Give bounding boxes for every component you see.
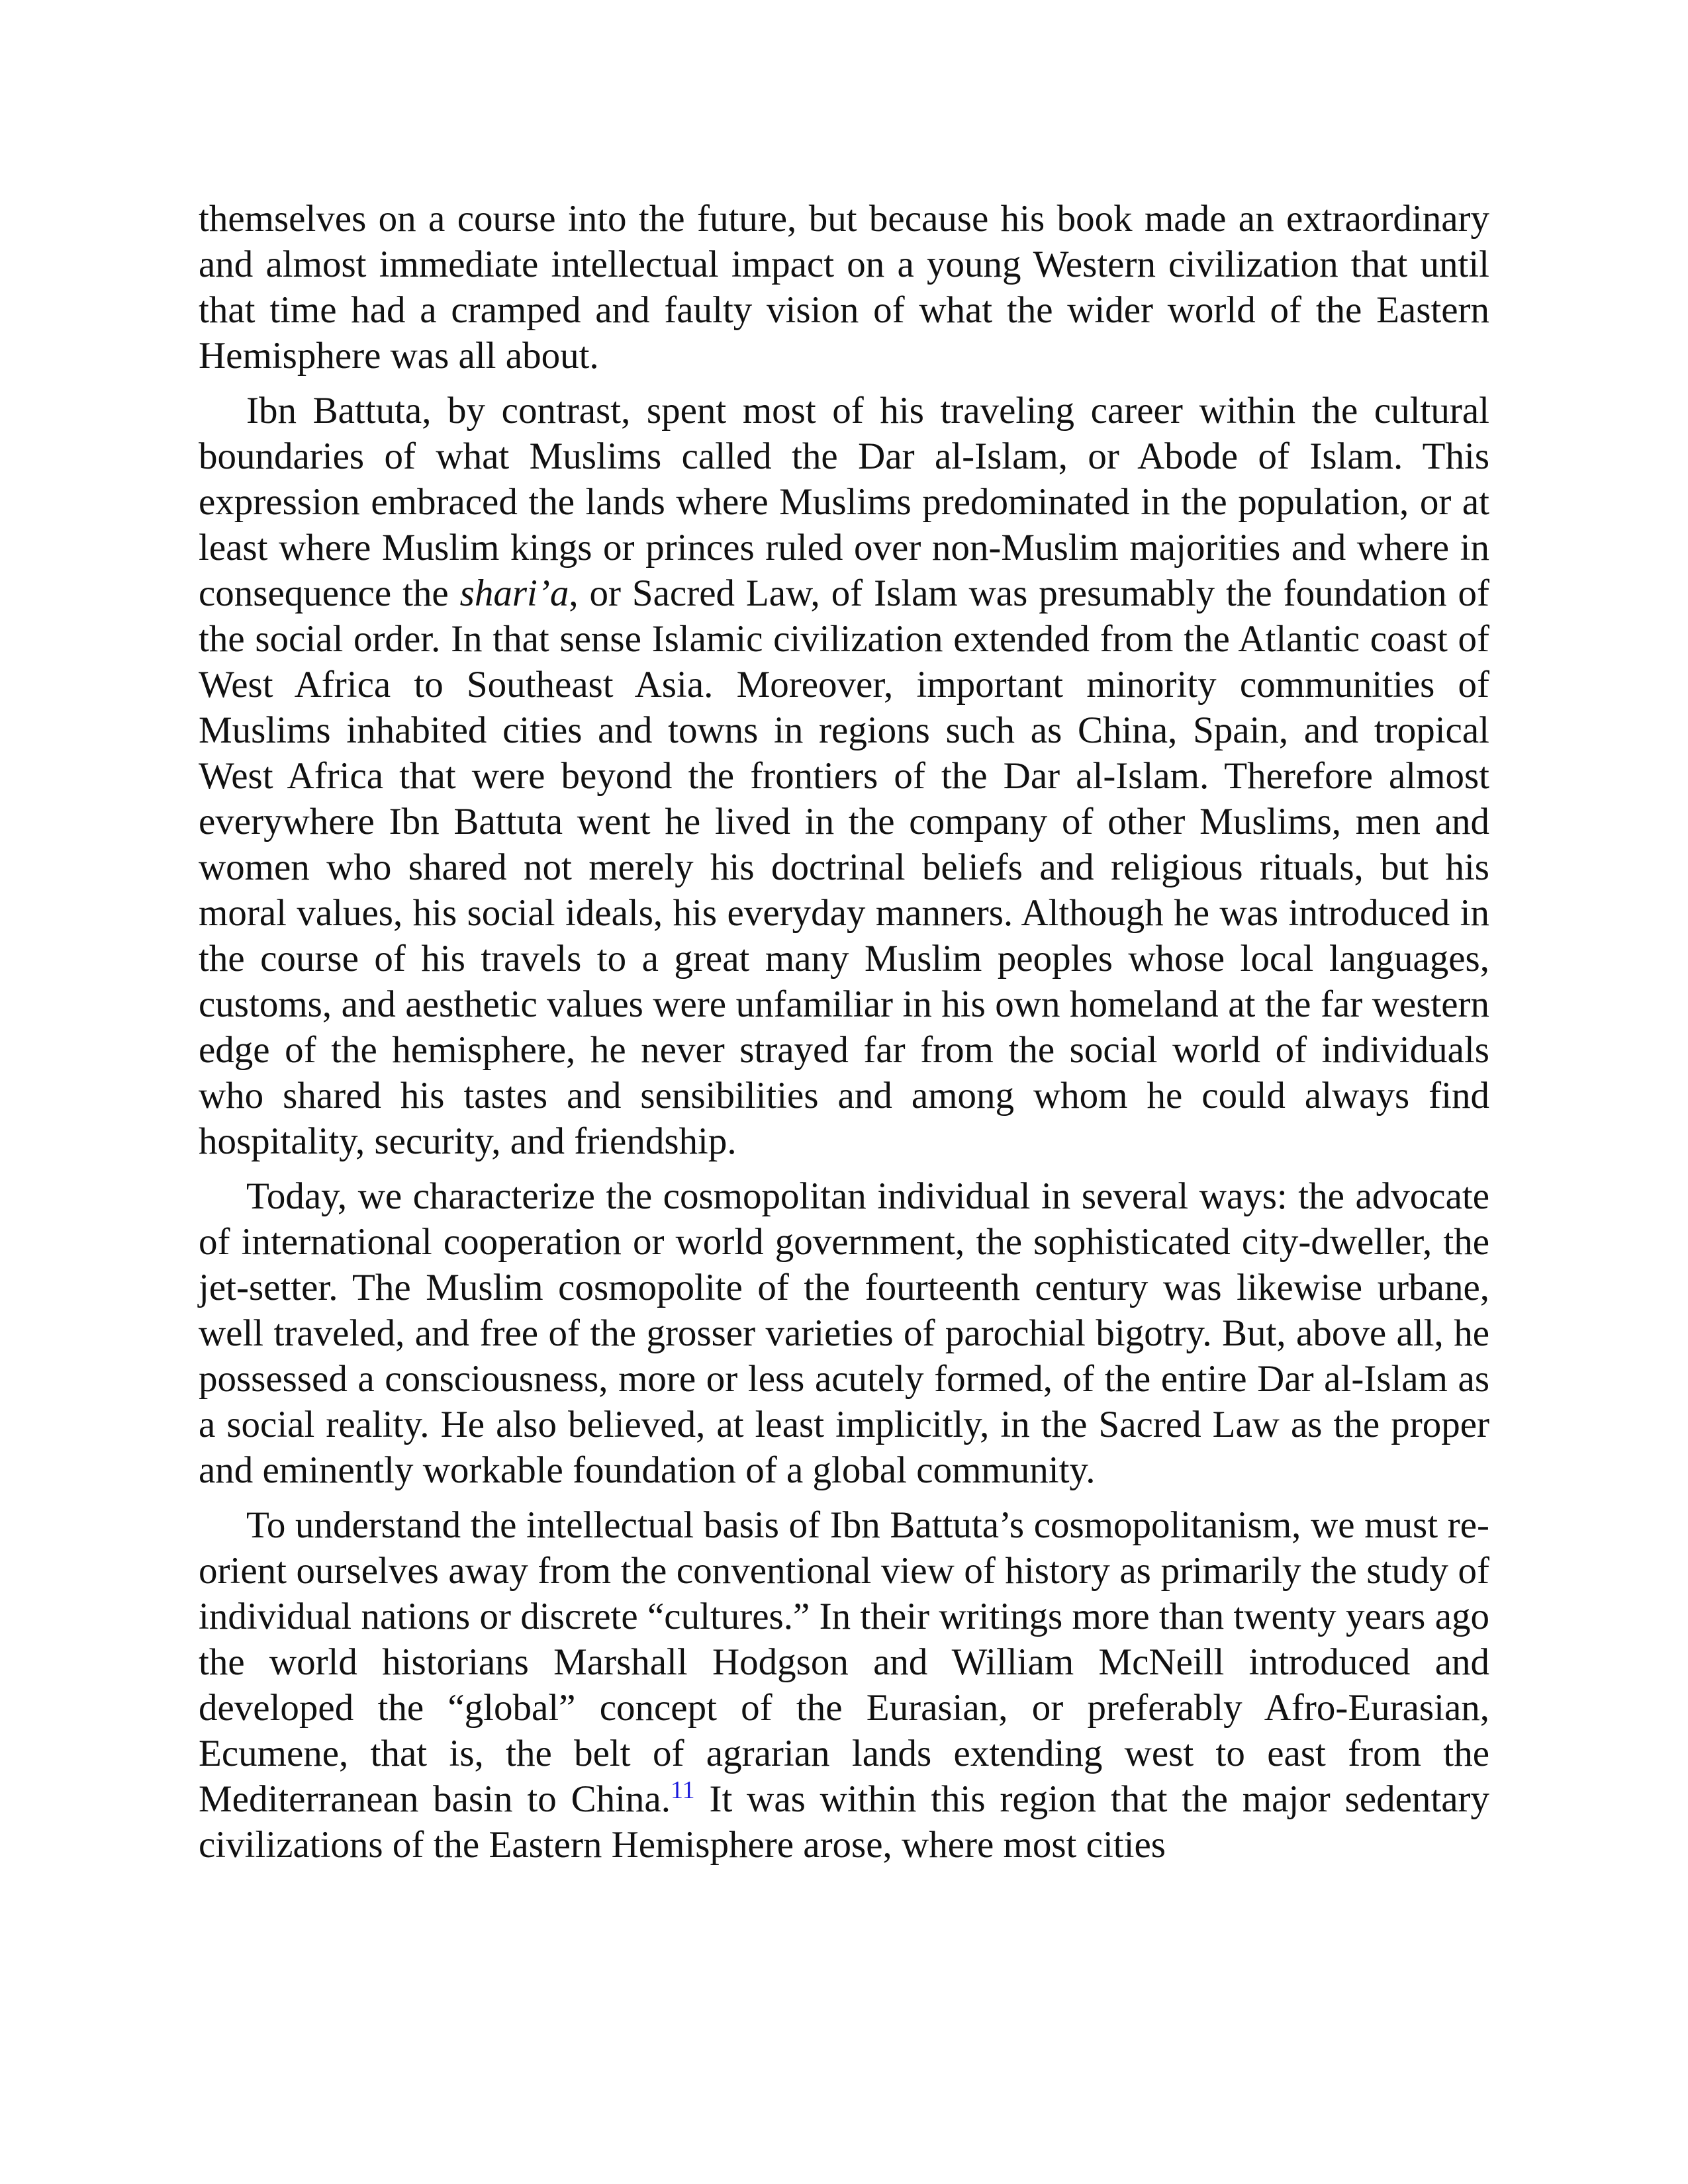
sharia-term: shari’a — [459, 572, 569, 614]
paragraph-2 — [199, 388, 1489, 1164]
paragraph-4-text-b: It was within this region that the major sedentary civilizations of the Eastern Hemisphere arose, where most cities — [199, 1778, 1490, 1866]
paragraph-4-text-a: To understand the intellectual basis of Ibn Battuta’s cosmopolitanism, we must re-orient ourselves away from the conventional view of history as primarily the study of individual nations or discrete “cultures.” In their writings more than twenty years ago the world historians Marshall Hodgson and William McNeill introduced and developed the “global” concept of the Eurasian, or preferably Afro-Eurasian, Ecumene, that is, the belt of agrarian lands extending west to east from the Mediterranean basin to China. — [199, 1504, 1489, 1820]
paragraph-4 — [199, 1502, 1489, 1868]
document-page — [199, 196, 1489, 1877]
paragraph-2-text-a: Ibn Battuta, by contrast, spent most of his traveling career within the cultural boundaries of what Muslims called the Dar al-Islam, or Abode of Islam. This expression embraced the lands where Muslims predominated in the population, or at least where Muslim kings or princes ruled over non-Muslim majorities and where in consequence the — [199, 390, 1489, 614]
paragraph-3 — [199, 1173, 1489, 1493]
paragraph-3-text: Today, we characterize the cosmopolitan individual in several ways: the advocate of international cooperation or world government, the sophisticated city-dweller, the jet-setter. The Muslim cosmopolite of the fourteenth century was likewise urbane, well traveled, and free of the grosser varieties of parochial bigotry. But, above all, he possessed a consciousness, more or less acutely formed, of the entire Dar al-Islam as a social reality. He also believed, at least implicitly, in the Sacred Law as the proper and eminently workable foundation of a global community. — [199, 1175, 1489, 1491]
paragraph-2-text-b: , or Sacred Law, of Islam was presumably the foundation of the social order. In that sense Islamic civilization extended from the Atlantic coast of West Africa to Southeast Asia. Moreover, important minority communities of Muslims inhabited cities and towns in regions such as China, Spain, and tropical West Africa that were beyond the frontiers of the Dar al-Islam. Therefore almost everywhere Ibn Battuta went he lived in the company of other Muslims, men and women who shared not merely his doctrinal beliefs and religious rituals, but his moral values, his social ideals, his everyday manners. Although he was introduced in the course of his travels to a great many Muslim peoples whose local languages, customs, and aesthetic values were unfamiliar in his own homeland at the far western edge of the hemisphere, he never strayed far from the social world of individuals who shared his tastes and sensibilities and among whom he could always find hospitality, security, and friendship. — [199, 572, 1489, 1162]
paragraph-1 — [199, 196, 1489, 379]
footnote-reference-link[interactable]: 11 — [671, 1776, 695, 1804]
paragraph-1-text: themselves on a course into the future, but because his book made an extraordinary and almost immediate intellectual impact on a young Western civilization that until that time had a cramped and faulty vision of what the wider world of the Eastern Hemisphere was all about. — [199, 198, 1489, 377]
